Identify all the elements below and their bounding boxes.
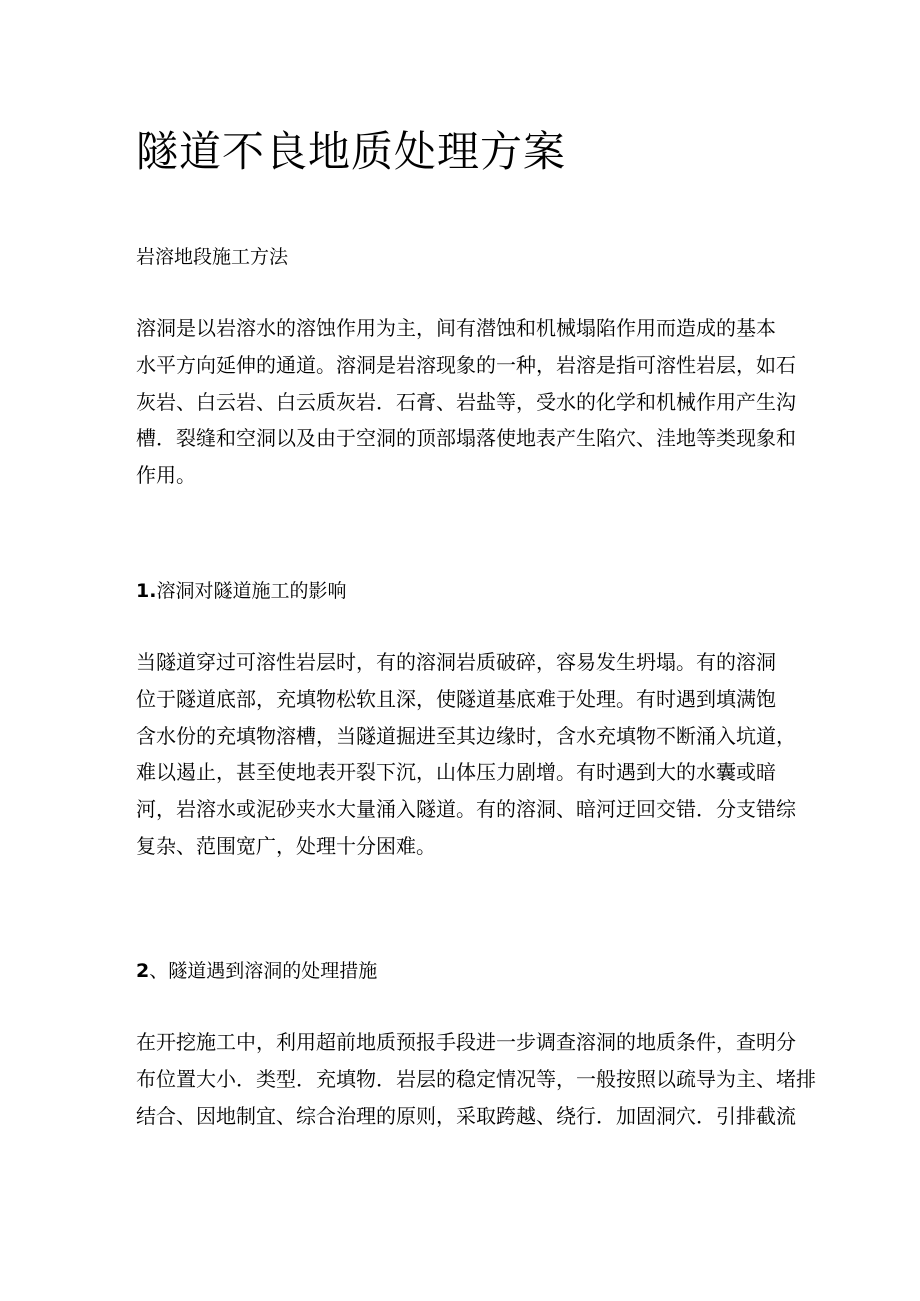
impact-line: 难以遏止，甚至使地表开裂下沉，山体压力剧增。有时遇到大的水囊或暗 — [136, 760, 776, 785]
intro-line: 水平方向延伸的通道。溶洞是岩溶现象的一种，岩溶是指可溶性岩层，如石 — [136, 352, 796, 377]
intro-paragraph — [136, 310, 796, 494]
measures-paragraph — [136, 1024, 816, 1134]
intro-line: 槽．裂缝和空洞以及由于空洞的顶部塌落使地表产生陷穴、洼地等类现象和 — [136, 426, 796, 451]
impact-line: 含水份的充填物溶槽，当隧道掘进至其边缘时，含水充填物不断涌入坑道， — [136, 723, 796, 748]
heading-2-text: 、隧道遇到溶洞的处理措施 — [149, 960, 378, 982]
impact-line: 当隧道穿过可溶性岩层时，有的溶洞岩质破碎，容易发生坍塌。有的溶洞 — [136, 650, 776, 674]
section-heading: 岩溶地段施工方法 — [136, 246, 289, 268]
heading-1-text: 溶洞对隧道施工的影响 — [156, 580, 347, 602]
intro-line: 溶洞是以岩溶水的溶蚀作用为主，间有潜蚀和机械塌陷作用而造成的基本 — [136, 316, 776, 340]
impact-line: 复杂、范围宽广，处理十分困难。 — [136, 833, 436, 858]
impact-line: 位于隧道底部，充填物松软且深，使隧道基底难于处理。有时遇到填满饱 — [136, 686, 776, 711]
measure-line: 结合、因地制宜、综合治理的原则，采取跨越、绕行．加固洞穴．引排截流 — [136, 1103, 796, 1128]
document-title: 隧道不良地质处理方案 — [136, 127, 567, 176]
impact-paragraph — [136, 644, 796, 865]
intro-line: 灰岩、白云岩、白云质灰岩．石膏、岩盐等，受水的化学和机械作用产生沟 — [136, 389, 796, 414]
heading-2-number: 2 — [136, 960, 150, 982]
measure-line: 布位置大小．类型．充填物．岩层的稳定情况等，一般按照以疏导为主、堵排 — [136, 1066, 816, 1091]
heading-1-number: 1. — [136, 580, 157, 602]
impact-line: 河，岩溶水或泥砂夹水大量涌入隧道。有的溶洞、暗河迂回交错．分支错综 — [136, 797, 796, 822]
heading-1 — [136, 576, 346, 606]
intro-line: 作用。 — [136, 463, 196, 488]
heading-2 — [136, 956, 377, 986]
measure-line: 在开挖施工中，利用超前地质预报手段进一步调查溶洞的地质条件，查明分 — [136, 1030, 796, 1054]
